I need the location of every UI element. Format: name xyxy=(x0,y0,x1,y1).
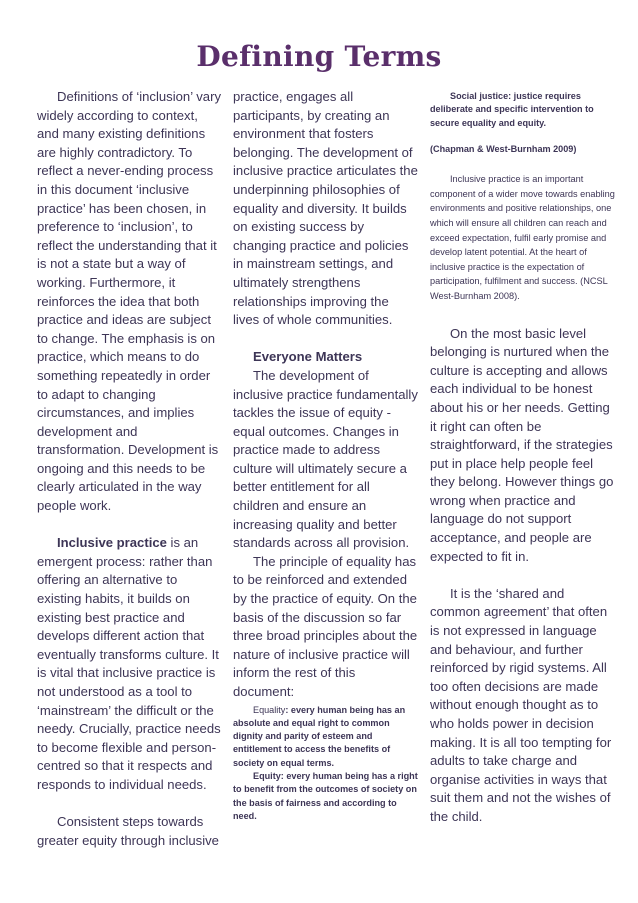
belonging-paragraph: On the most basic level belonging is nurtured when the culture is accepting and allows each individual to be honest about his or her needs. Getting it right can often be straightforward, if the strategies put in place help people feel they belong. However things go wrong when practice and language do not support acceptance, and people are expected to fit in. xyxy=(430,325,614,564)
participants-paragraph: practice, engages all participants, by creating an environment that fosters belonging. The development of inclusive practice articulates the underpinning philosophies of equality and diversity. It builds on existing success by changing practice and policies in mainstream settings, and ultimately strengthens relationships improving the lives of whole communities. xyxy=(233,89,418,328)
column-right xyxy=(430,88,616,827)
equality-label: Equality xyxy=(253,704,286,715)
column-middle xyxy=(233,88,418,823)
ncsl-paragraph: Inclusive practice is an important component of a wider move towards enabling environments and positive relationships, one which will ensure all children can reach and exceed expectation, fulfil early promise and develop latent potential. At the heart of inclusive practice is the expectation of participation, fulfilment and success. (NCSL West-Burnham 2008). xyxy=(430,174,615,301)
equality-text: : every human being has an absolute and equal right to common dignity and parity of esteem and entitlement to access the benefits of society on equal terms. xyxy=(233,704,406,768)
development-paragraph: The development of inclusive practice fundamentally tackles the issue of equity - equal outcomes. Changes in practice made to address culture will ultimately secure a better entitlement for all children and ensure an increasing quality and better standards across all provision. xyxy=(233,367,418,551)
everyone-matters-heading: Everyone Matters xyxy=(253,349,363,365)
inclusive-practice-paragraph xyxy=(37,534,222,794)
equity-text: : every human being has a right to benefit from the outcomes of society on the basis of fairness and according to need. xyxy=(233,771,418,821)
social-justice-text: Social justice: justice requires deliberate and specific intervention to secure equality and equity. xyxy=(430,91,594,128)
social-justice-quote xyxy=(430,88,616,156)
column-left xyxy=(37,88,222,850)
inclusive-practice-lead: Inclusive practice xyxy=(57,535,167,551)
quote-citation: (Chapman & West-Burnham 2009) xyxy=(430,143,577,154)
shared-agreement-paragraph: It is the ‘shared and common agreement’ that often is not expressed in language and behaviour, and further reinforced by rigid systems. All too often decisions are made without enough thought as to who holds power in decision making. It is all too tempting for adults to take charge and organise activities in ways that suit them and not the wishes of the child. xyxy=(430,585,612,824)
equality-principle-paragraph: The principle of equality has to be reinforced and extended by the practice of equity. On the basis of the discussion so far three broad principles about the nature of inclusive practice will inform the rest of this document: xyxy=(233,553,418,699)
equity-label: Equity xyxy=(253,771,281,782)
equity-definition xyxy=(233,770,418,823)
intro-paragraph: Definitions of ‘inclusion’ vary widely according to context, and many existing definitions are highly contradictory. To reflect a never-ending process in this document ‘inclusive practice’ has been chosen, in preference to ‘inclusion’, to reflect the understanding that it is not a state but a way of working. Furthermore, it reinforces the idea that both practice and ideas are subject to change. The emphasis is on practice, which means to do something repeatedly in order to adapt to changing circumstances, and implies development and transformation. Development is ongoing and this needs to be clearly articulated in the way people work. xyxy=(37,89,221,514)
consistent-steps-paragraph: Consistent steps towards greater equity through inclusive xyxy=(37,814,219,848)
page-title: Defining Terms xyxy=(196,40,442,73)
equality-definition xyxy=(233,704,418,770)
inclusive-practice-text: is an emergent process: rather than offering an alternative to existing habits, it builds on existing best practice and develops different action that eventually transforms culture. It is vital that inclusive practice is not understood as a tool to ‘mainstream’ the difficult or the needy. Crucially, practice needs to become flexible and person-centred so that it respects and responds to individual needs. xyxy=(37,535,221,792)
